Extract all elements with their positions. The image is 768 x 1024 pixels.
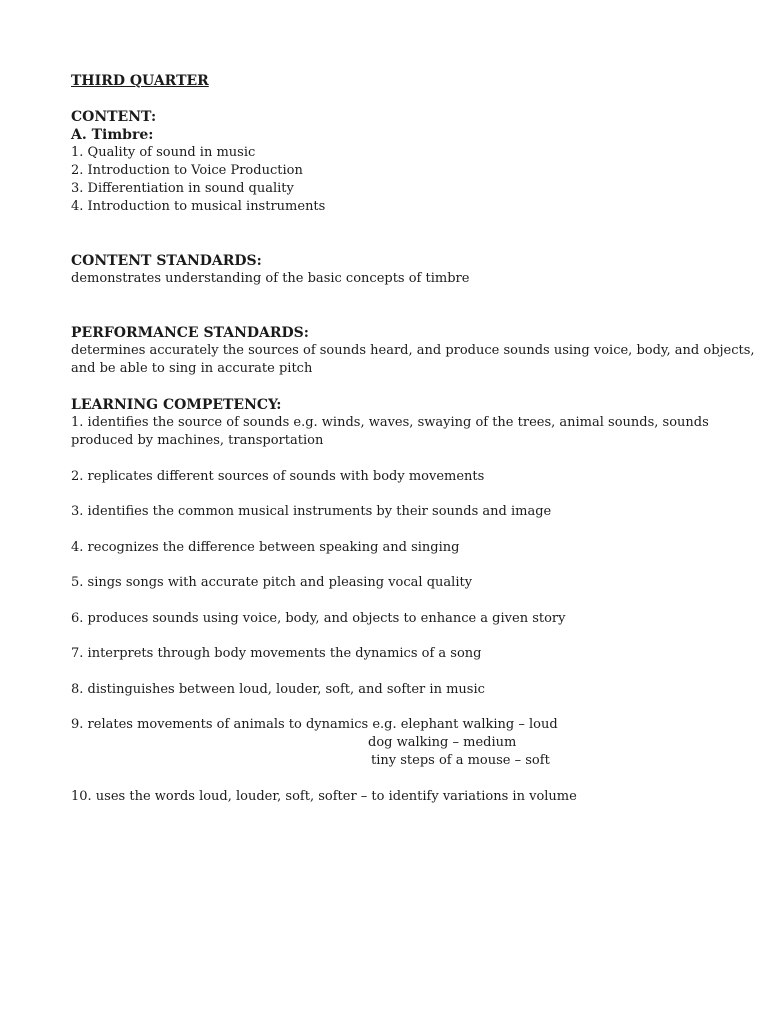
competency-item-10: 10. uses the words loud, louder, soft, softer – to identify variations in volume: [71, 789, 577, 804]
competency-item-7: 7. interprets through body movements the dynamics of a song: [71, 646, 482, 661]
document-page: [71, 72, 755, 806]
content-item: 2. Introduction to Voice Production: [71, 163, 303, 178]
competency-item-4: 4. recognizes the difference between speaking and singing: [71, 540, 460, 555]
competency-item-9-example-mouse: tiny steps of a mouse – soft: [371, 753, 550, 768]
content-item: 4. Introduction to musical instruments: [71, 199, 326, 214]
competency-item-5: 5. sings songs with accurate pitch and pleasing vocal quality: [71, 575, 473, 590]
content-item: 1. Quality of sound in music: [71, 145, 256, 160]
learning-competency-heading: LEARNING COMPETENCY:: [71, 397, 282, 413]
content-standards-text: demonstrates understanding of the basic concepts of timbre: [71, 271, 470, 286]
competency-item-8: 8. distinguishes between loud, louder, soft, and softer in music: [71, 682, 485, 697]
content-item: 3. Differentiation in sound quality: [71, 181, 294, 196]
performance-standards-line: determines accurately the sources of sounds heard, and produce sounds using voice, body, and objects,: [71, 343, 755, 358]
content-subheading: A. Timbre:: [71, 127, 154, 143]
content-standards-heading: CONTENT STANDARDS:: [71, 253, 262, 269]
competency-item-9-example-dog: dog walking – medium: [368, 735, 517, 750]
performance-standards-line: and be able to sing in accurate pitch: [71, 361, 313, 376]
competency-item-2: 2. replicates different sources of sounds with body movements: [71, 469, 485, 484]
content-heading: CONTENT:: [71, 109, 157, 125]
performance-standards-heading: PERFORMANCE STANDARDS:: [71, 325, 309, 341]
competency-item-1-continued: produced by machines, transportation: [71, 433, 324, 448]
competency-item-9: 9. relates movements of animals to dynamics e.g. elephant walking – loud: [71, 717, 558, 732]
competency-item-6: 6. produces sounds using voice, body, and objects to enhance a given story: [71, 611, 566, 626]
competency-item-3: 3. identifies the common musical instruments by their sounds and image: [71, 504, 552, 519]
page-title: THIRD QUARTER: [71, 73, 209, 89]
competency-item-1: 1. identifies the source of sounds e.g. winds, waves, swaying of the trees, animal sounds, sounds: [71, 415, 709, 430]
